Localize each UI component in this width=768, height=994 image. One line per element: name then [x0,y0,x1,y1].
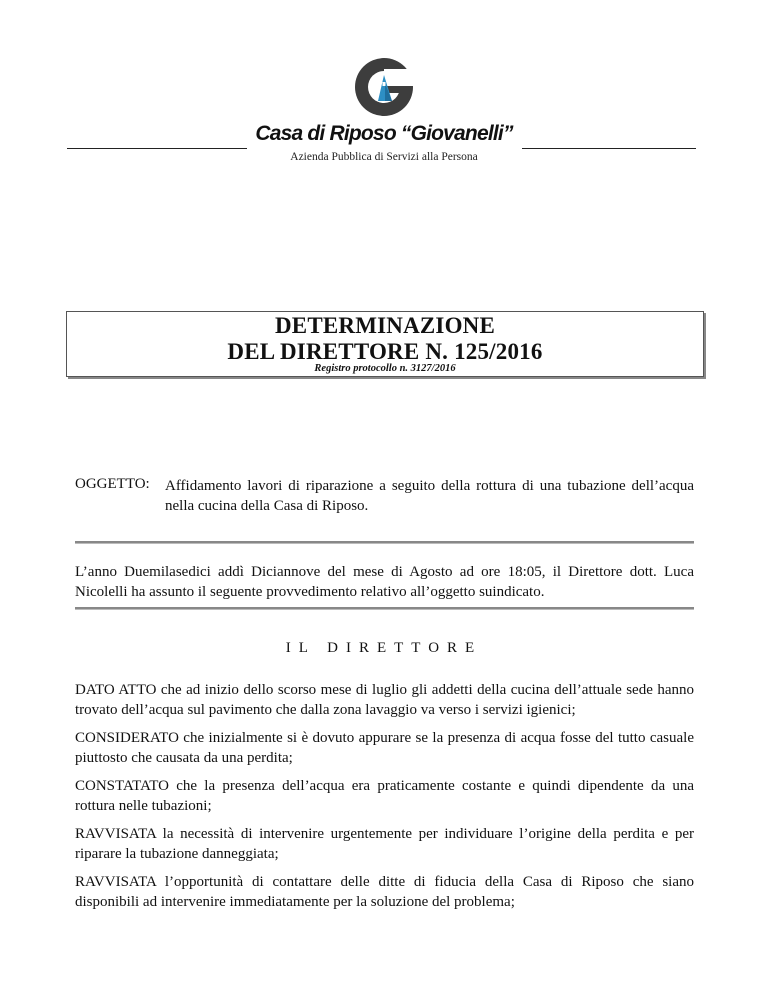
document-title-line1: DETERMINAZIONE [274,313,496,338]
section-heading: IL DIRETTORE [285,640,483,656]
body-paragraph: RAVVISATA l’opportunità di contattare delle ditte di fiducia della Casa di Riposo che siano disponibili ad intervenire immediatamente per la soluzione del problema; [75,874,694,910]
casa-di-riposo-logo-icon [352,55,416,119]
intro-paragraph: L’anno Duemilasedici addì Diciannove del mese di Agosto ad ore 18:05, il Direttore dott. Luca Nicolelli ha assunto il seguente provvedimento relativo all’oggetto suindicato. [75,564,694,600]
body-paragraph: CONSTATATO che la presenza dell’acqua era praticamente costante e quindi dipendente da una rottura nelle tubazioni; [75,778,694,814]
organization-subtitle: Azienda Pubblica di Servizi alla Persona [290,151,478,163]
body-paragraph: RAVVISATA la necessità di intervenire urgentemente per individuare l’origine della perdita e per riparare la tubazione danneggiata; [75,826,694,862]
document-title-box [66,311,704,377]
document-title-line2: DEL DIRETTORE N. 125/2016 [227,339,543,364]
registry-number: Registro protocollo n. 3127/2016 [314,363,456,374]
body-paragraph: DATO ATTO che ad inizio dello scorso mese di luglio gli addetti della cucina dell’attuale sede hanno trovato dell’acqua sul pavimento che dalla zona lavaggio va verso i servizi igienici; [75,682,694,718]
divider-top [75,541,694,544]
subject-text: Affidamento lavori di riparazione a seguito della rottura di una tubazione dell’acqua nella cucina della Casa di Riposo. [165,478,694,514]
divider-bottom [75,607,694,610]
header-rule-left [67,148,247,149]
subject-label: OGGETTO: [75,476,150,492]
header-rule-right [522,148,696,149]
organization-name: Casa di Riposo “Giovanelli” [255,122,513,145]
body-paragraph: CONSIDERATO che inizialmente si è dovuto appurare se la presenza di acqua fosse del tutto casuale piuttosto che causata da una perdita; [75,730,694,766]
